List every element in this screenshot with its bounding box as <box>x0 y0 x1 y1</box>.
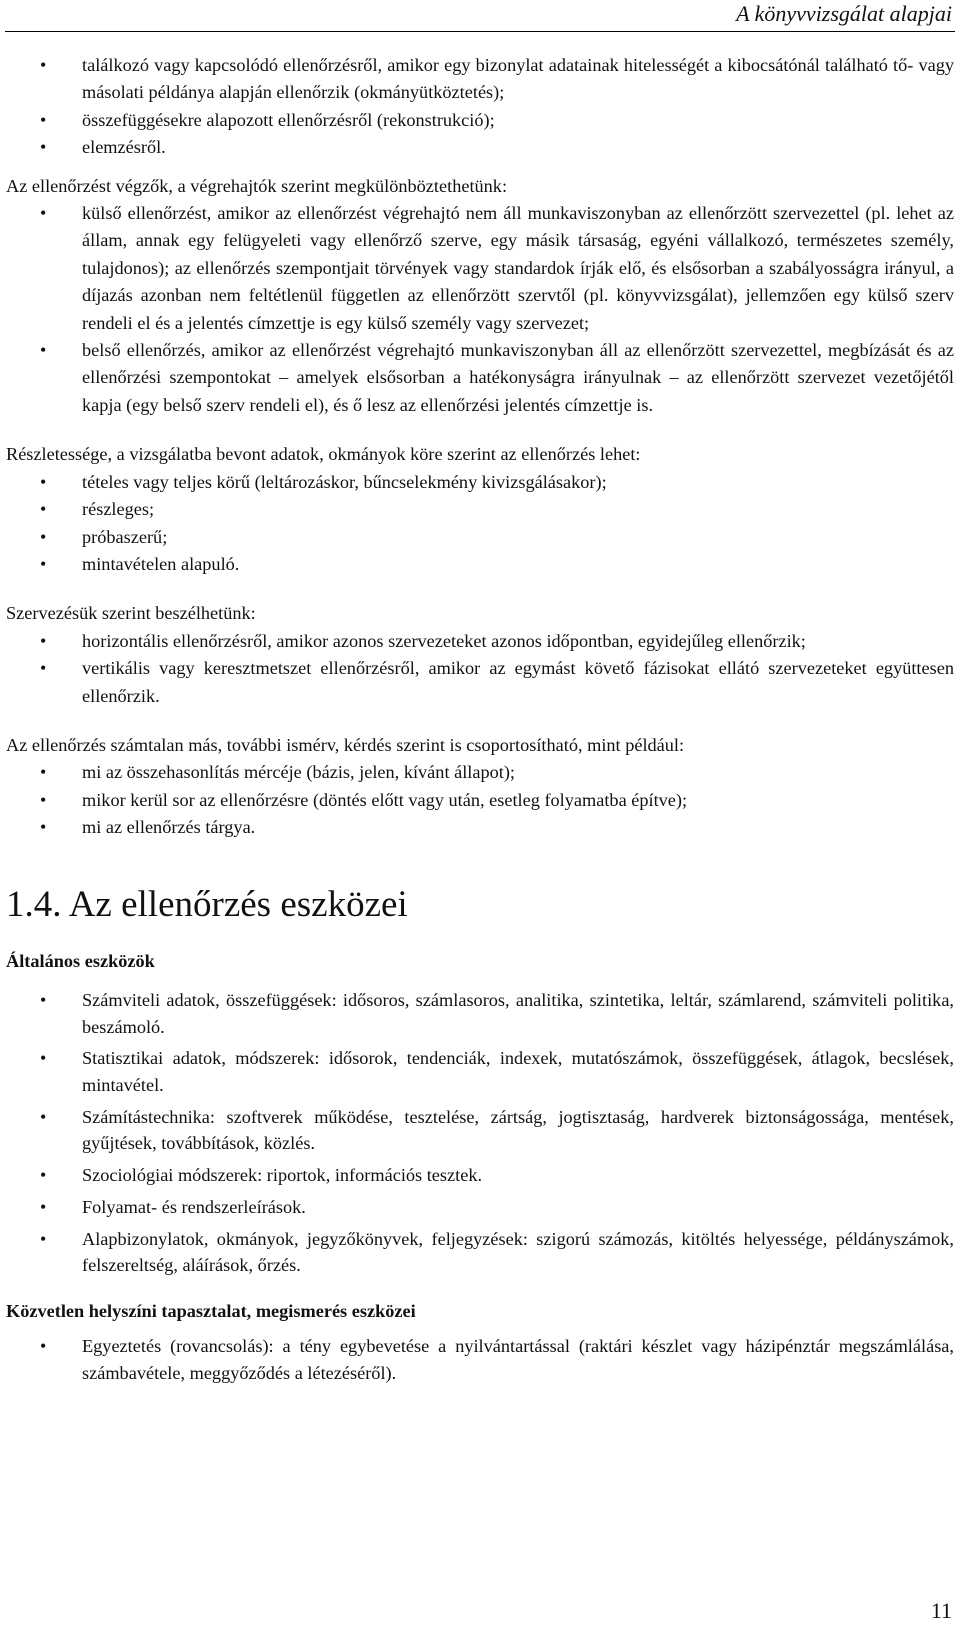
list-item: • Alapbizonylatok, okmányok, jegyzőkönyvek, feljegyzések: szigorú számozás, kitöltés helyessége, példányszámok, felszereltség, aláírások, őrzés. <box>6 1226 954 1279</box>
other-criteria-list <box>6 759 954 841</box>
running-header: A könyvvizsgálat alapjai <box>736 1 952 26</box>
bullet-icon: • <box>40 658 47 679</box>
bullet-icon: • <box>40 499 47 520</box>
list-item: • tételes vagy teljes körű (leltározáskor, bűncselekmény kivizsgálásakor); <box>6 469 954 496</box>
section-title: 1.4. Az ellenőrzés eszközei <box>6 883 408 925</box>
list-item: • mintavételen alapuló. <box>6 551 954 578</box>
executors-intro: Az ellenőrzést végzők, a végrehajtók szerint megkülönböztethetünk: <box>6 175 508 196</box>
onsite-tools-list <box>6 1333 954 1386</box>
list-item: • mi az ellenőrzés tárgya. <box>6 814 954 841</box>
organization-intro: Szervezésük szerint beszélhetünk: <box>6 603 256 624</box>
bullet-icon: • <box>40 471 47 492</box>
list-item: • Számítástechnika: szoftverek működése, tesztelése, zártság, jogtisztaság, hardverek biztonságossága, mentések, gyűjtések, továbbítások, közlés. <box>6 1104 954 1157</box>
bullet-icon: • <box>40 553 47 574</box>
organization-list <box>6 628 954 710</box>
page-number: 11 <box>930 1598 952 1623</box>
list-item: • Statisztikai adatok, módszerek: idősorok, tendenciák, indexek, mutatószámok, összefüggések, átlagok, becslések, mintavétel. <box>6 1045 954 1098</box>
list-item: • külső ellenőrzést, amikor az ellenőrzést végrehajtó nem áll munkaviszonyban az ellenőrzött szervezettel (pl. lehet az állam, annak egy felügyeleti vagy ellenőrző szerve, egy másik társaság, egyéni vállalkozó, természetes személy, tulajdonos); az ellenőrzés szempontjait törvények vagy standardok írják elő, és elsősorban a szabályosságra irányul, a díjazás azonban nem feltétlenül független az ellenőrzött szervtől (pl. könyvvizsgálat), jellemzően egy külső szerv rendeli el és a jelentés címzettje is egy külső személy vagy szervezet; <box>6 200 954 337</box>
list-item: • belső ellenőrzés, amikor az ellenőrzést végrehajtó munkaviszonyban áll az ellenőrzött szervezettel, megbízását és az ellenőrzési szempontokat – amelyek elsősorban a hatékonyságra irányulnak – az ellenőrzött szervezet vezetőjétől kapja (egy belső szerv rendeli el), és ő lesz az ellenőrzési jelentés címzettje is. <box>6 337 954 419</box>
list-item: • vertikális vagy keresztmetszet ellenőrzésről, amikor az egymást követő fázisokat ellátó szervezeteket együttesen ellenőrzik. <box>6 655 954 710</box>
bullet-icon: • <box>40 1048 47 1069</box>
detail-intro: Részletessége, a vizsgálatba bevont adatok, okmányok köre szerint az ellenőrzés lehet: <box>6 444 641 465</box>
list-item: • elemzésről. <box>6 134 954 161</box>
bullet-icon: • <box>40 526 47 547</box>
bullet-icon: • <box>40 817 47 838</box>
bullet-icon: • <box>40 1336 47 1357</box>
other-criteria-intro: Az ellenőrzés számtalan más, további ismérv, kérdés szerint is csoportosítható, mint például: <box>6 734 685 755</box>
bullet-icon: • <box>40 1228 47 1249</box>
bullet-icon: • <box>40 137 47 158</box>
verification-types-list <box>6 52 954 162</box>
list-item: • mikor kerül sor az ellenőrzésre (döntés előtt vagy után, esetleg folyamatba építve); <box>6 787 954 814</box>
page-content <box>6 52 954 1392</box>
list-item: • részleges; <box>6 496 954 523</box>
list-item: • összefüggésekre alapozott ellenőrzésről (rekonstrukció); <box>6 107 954 134</box>
bullet-icon: • <box>40 55 47 75</box>
header-rule <box>5 31 955 32</box>
list-item: • Szociológiai módszerek: riportok, információs tesztek. <box>6 1162 954 1189</box>
onsite-tools-heading: Közvetlen helyszíni tapasztalat, megismerés eszközei <box>6 1301 416 1321</box>
list-item: • mi az összehasonlítás mércéje (bázis, jelen, kívánt állapot); <box>6 759 954 786</box>
list-item: • Számviteli adatok, összefüggések: idősoros, számlasoros, analitika, szintetika, leltár, számlarend, számviteli politika, beszámoló. <box>6 987 954 1040</box>
list-item: • horizontális ellenőrzésről, amikor azonos szervezeteket azonos időpontban, egyidejűleg ellenőrzik; <box>6 628 954 655</box>
bullet-icon: • <box>40 1106 47 1127</box>
bullet-icon: • <box>40 630 47 651</box>
bullet-icon: • <box>40 789 47 810</box>
bullet-icon: • <box>40 109 47 130</box>
list-item: • találkozó vagy kapcsolódó ellenőrzésről, amikor egy bizonylat adatainak hitelességét a kibocsátónál található tő- vagy másolati példánya alapján ellenőrzik (okmányütköztetés); <box>6 52 954 107</box>
list-item: • próbaszerű; <box>6 524 954 551</box>
bullet-icon: • <box>40 203 47 224</box>
bullet-icon: • <box>40 1165 47 1186</box>
bullet-icon: • <box>40 1196 47 1217</box>
detail-list <box>6 469 954 579</box>
bullet-icon: • <box>40 989 47 1010</box>
bullet-icon: • <box>40 762 47 783</box>
general-tools-heading: Általános eszközök <box>6 950 155 971</box>
bullet-icon: • <box>40 340 47 361</box>
list-item: • Folyamat- és rendszerleírások. <box>6 1194 954 1221</box>
general-tools-list <box>6 987 954 1279</box>
list-item: • Egyeztetés (rovancsolás): a tény egybevetése a nyilvántartással (raktári készlet vagy házipénztár megszámlálása, számbavétele, meggyőződés a létezéséről). <box>6 1333 954 1386</box>
executors-list <box>6 200 954 419</box>
